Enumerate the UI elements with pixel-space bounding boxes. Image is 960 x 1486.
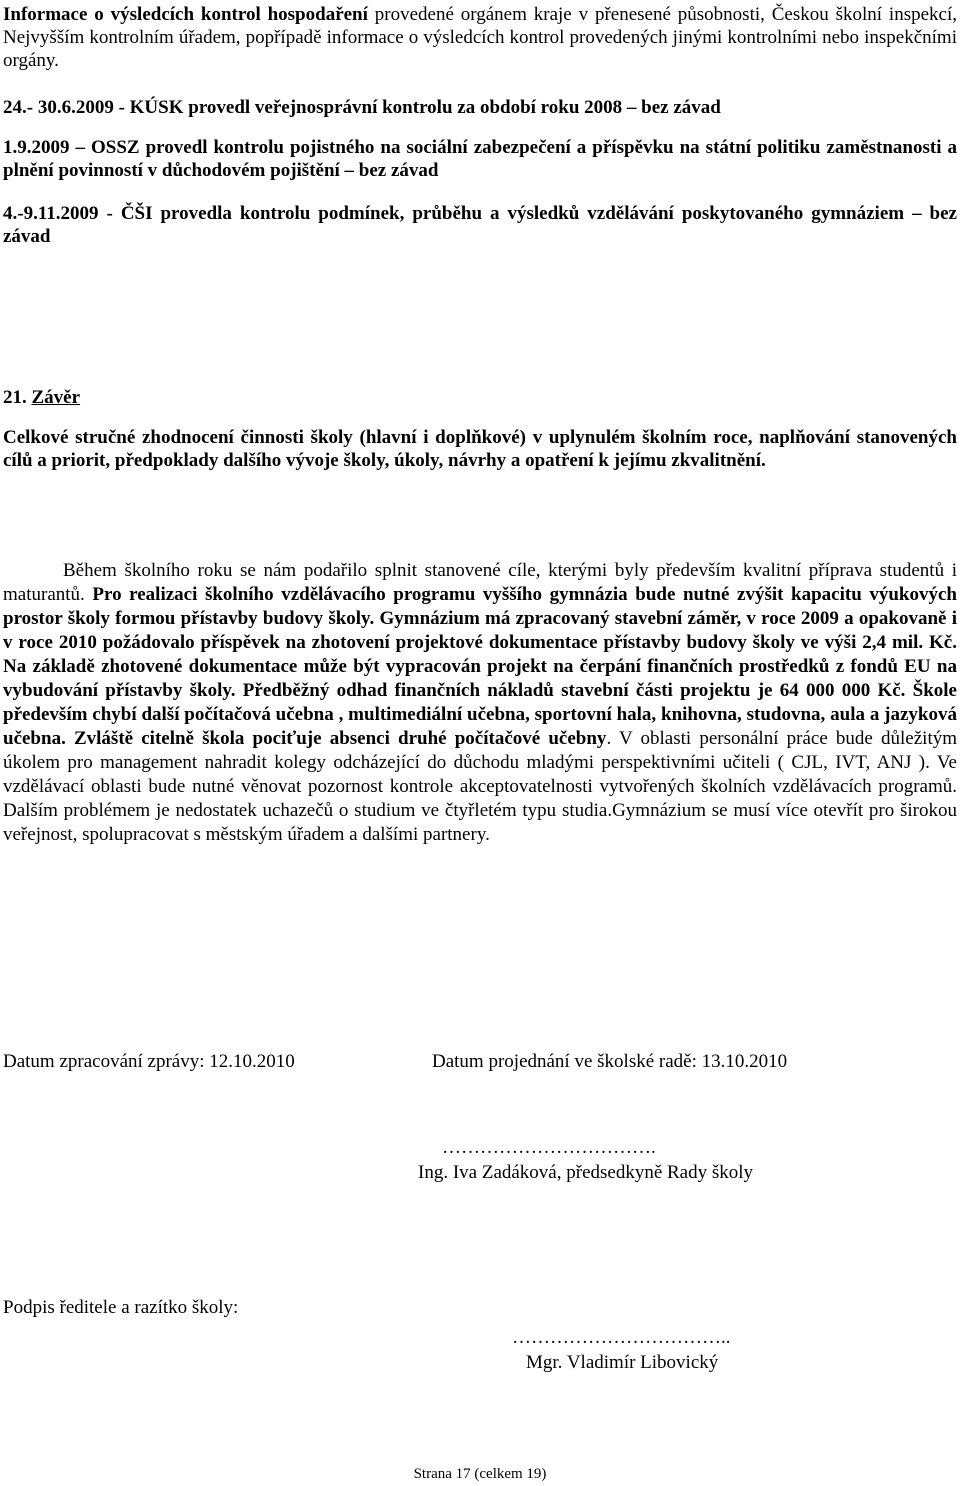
section-question: Celkové stručné zhodnocení činnosti školy (hlavní i doplňkové) v uplynulém školním roce, naplňování stanovených cílů a priorit, předpoklady dalšího vývoje školy, úkoly, návrhy a opatření k jejímu zkvalitnění. — [3, 427, 957, 471]
control-entry-ossz: 1.9.2009 – OSSZ provedl kontrolu pojistného na sociální zabezpečení a příspěvku na státní politiku zaměstnanosti a plnění povinností v důchodovém pojištění – bez závad — [3, 137, 957, 181]
conclusion-closing-text: . V oblasti personální práce bude důležitým úkolem pro management nahradit kolegy odcházející do důchodu mladými perspektivními učiteli ( CJL, IVT, ANJ ). Ve vzdělávací oblasti bude nutné věnovat pozornost kontrole akceptovatelnosti vytvořených školních vzdělávacích programů. Dalším problémem je nedostatek uchazečů o studium ve čtyřletém typu studia.Gymnázium se musí více otevřít pro širokou veřejnost, spolupracovat s městským úřadem a dalšími partnery. — [3, 728, 957, 845]
director-signature-label: Podpis ředitele a razítko školy: — [3, 1297, 239, 1318]
intro-paragraph — [3, 3, 957, 72]
section-heading — [3, 386, 957, 409]
page-number-footer: Strana 17 (celkem 19) — [413, 1466, 547, 1482]
intro-bold-lead: Informace o výsledcích kontrol hospodaření — [3, 4, 368, 25]
director-signature-line: …………………………….. — [512, 1327, 731, 1348]
conclusion-intro-text: Během školního roku se nám podařilo splnit stanovené cíle, kterými byly především kvalitní příprava studentů i maturantů. — [3, 560, 957, 605]
conclusion-paragraph — [3, 559, 957, 847]
control-entry-kusk: 24.- 30.6.2009 - KÚSK provedl veřejnosprávní kontrolu za období roku 2008 – bez závad — [3, 97, 721, 118]
section-title: Závěr — [31, 387, 81, 408]
date-processed: Datum zpracování zprávy: 12.10.2010 — [3, 1051, 295, 1072]
date-discussed: Datum projednání ve školské radě: 13.10.2010 — [432, 1051, 788, 1072]
intro-rest: provedené orgánem kraje v přenesené působnosti, Českou školní inspekcí, Nejvyšším kontrolním úřadem, popřípadě informace o výsledcích kontrol provedených jinými kontrolními nebo inspekčními orgány. — [3, 4, 958, 71]
control-entry-csi: 4.-9.11.2009 - ČŠI provedla kontrolu podmínek, průběhu a výsledků vzdělávání poskytovaného gymnáziem – bez závad — [3, 203, 957, 247]
director-name: Mgr. Vladimír Libovický — [526, 1352, 719, 1373]
board-chair-name: Ing. Iva Zadáková, předsedkyně Rady školy — [418, 1162, 754, 1183]
section-number: 21. — [3, 387, 27, 408]
conclusion-bold-text: Pro realizaci školního vzdělávacího programu vyššího gymnázia bude nutné zvýšit kapacitu výukových prostor školy formou přístavby budovy školy. Gymnázium má zpracovaný stavební záměr, v roce 2009 a opakovaně i v roce 2010 požádovalo příspěvek na zhotovení projektové dokumentace přístavby budovy školy ve výši 2,4 mil. Kč. Na základě zhotovené dokumentace může být vypracován projekt na čerpání finančních prostředků z fondů EU na vybudování přístavby školy. Předběžný odhad finančních nákladů stavební části projektu je 64 000 000 Kč. Škole především chybí další počítačová učebna , multimediální učebna, sportovní hala, knihovna, studovna, aula a jazyková učebna. Zvláště citelně škola pociťuje absenci druhé počítačové učebny — [3, 584, 957, 749]
board-signature-line: ……………………………. — [442, 1137, 656, 1158]
